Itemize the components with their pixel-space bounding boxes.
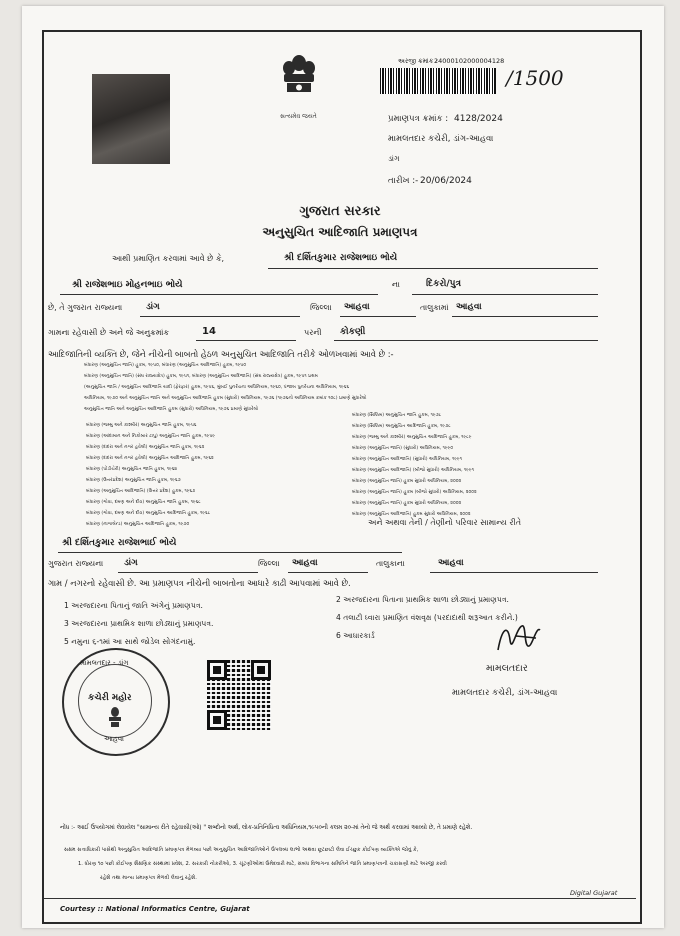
order-right: બંધારણ (જમ્મુ અને કાશ્મીર) અનુસુચિત આદિજાતિ હુકમ, ૧૯૮૯	[352, 435, 472, 440]
footer-para: રહેશે તથા માન્ય પ્રમાણપત્ર મેળવી લેવાનું રહેશે.	[100, 875, 197, 881]
document-item: 1 અરજદારના પિતાનું જાતિ અંગેનું પ્રમાણપત્ર.	[64, 601, 203, 610]
barcode	[380, 68, 496, 94]
national-emblem-icon	[274, 50, 324, 112]
certificate-border	[42, 30, 642, 924]
application-no-label: અરજી ક્રમાંક :	[398, 57, 438, 65]
document-item: 6 આધારકાર્ડ	[336, 631, 375, 640]
signature-mark	[492, 620, 548, 658]
signatory-office: મામલતદાર કચેરી, ડાંગ-આહવા	[452, 688, 558, 698]
date-label: તારીખ :-	[388, 176, 419, 186]
name-underline	[268, 268, 598, 269]
state-value: ડાંગ	[146, 302, 160, 312]
seal-bottom-text: આહવા	[104, 735, 124, 743]
applicant-photo	[92, 74, 170, 164]
order-line: અધિનિયમ, ૧૯૭૦ અને અનુસુચિત જાતિ અને અનુસુચિત આદિજાતિ હુકમ (સુધારો) અધિનિયમ, ૧૯૭૬ (૧૯૭૬નો અધિનિયમ ક્રમાંક ૧૦૮) પ્રમાણે સુધારેલો	[84, 396, 367, 401]
name2-underline	[58, 552, 402, 553]
state-underline	[140, 316, 300, 317]
document-item: 4 તલાટી ધ્વારા પ્રમાણિત વંશવૃક્ષ (પરદાદાથી શરૂઆત કરીને.)	[336, 613, 518, 622]
order-left: બંધારણ (દાદરા અને નગર હવેલી) અનુસુચિત જાતિ હુકમ, ૧૯૬૨	[86, 445, 205, 450]
order-right: બંધારણ (સિક્કિમ) અનુસુચિત જાતિ હુકમ, ૧૯૭૮	[352, 413, 442, 418]
family-line: અને અથવા તેની / તેણીનો પરિવાર સામાન્ય રીતે	[368, 518, 522, 527]
application-no: 24000102000004128	[434, 57, 505, 65]
issue-date: 20/06/2024	[420, 176, 472, 186]
order-right: બંધારણ (અનુસુચિત આદિજાતિ) હુકમ સુધારો અધિનિયમ, ૨૦૦૨	[352, 512, 471, 517]
government-title: ગુજરાત સરકાર	[299, 204, 381, 219]
order-left: બંધારણ (ગોવા, દમણ અને દીવ) અનુસુચિત જાતિ હુકમ, ૧૯૬૮	[86, 500, 201, 505]
district-label: જિલ્લા	[310, 303, 332, 312]
order-right: બંધારણ (અનુસુચિત આદિજાતિ) (બીજો સુધારો) અધિનિયમ, ૧૯૯૧	[352, 468, 474, 473]
order-left: બંધારણ (પોંડીચેરી) અનુસુચિત જાતિ હુકમ, ૧૯૬૪	[86, 467, 178, 472]
order-left: બંધારણ (આંદામાન અને નિકોબાર ટાપુ) અનુસુચિત જાતિ હુકમ, ૧૯૫૯	[86, 434, 216, 439]
recognition-line: આદિજાતિની વ્યક્તિ છે, જેને નીચેની બાબતો હેઠળ અનુસુચિત આદિજાતિ તરીકે ઓળખવામાં આવે છે :-	[48, 349, 394, 359]
footer-divider	[44, 898, 636, 899]
taluka-label: તાલુકામાં	[420, 303, 449, 312]
state-value-2: ડાંગ	[124, 558, 138, 568]
order-left: બંધારણ (દાદરા અને નગર હવેલી) અનુસુચિત આદિજાતિ હુકમ, ૧૯૬૨	[86, 456, 214, 461]
taluka-underline	[452, 316, 598, 317]
header-district: ડાંગ	[388, 154, 400, 163]
cert-no: 4128/2024	[454, 114, 503, 124]
tribe-value: કોકણી	[340, 327, 366, 337]
order-left: બંધારણ (ઉત્તરપ્રદેશ) અનુસુચિત જાતિ હુકમ, ૧૯૬૭	[86, 478, 181, 483]
order-right: બંધારણ (અનુસુચિત આદિજાતિ) (સુધારો) અધિનિયમ, ૧૯૯૧	[352, 457, 463, 462]
document-item: 2 અરજદારના પિતાના પ્રાથમિક શાળા છોડ્યાનું પ્રમાણપત્ર.	[336, 595, 509, 604]
taluka-value: આહવા	[456, 302, 482, 312]
relation-underline	[412, 294, 598, 295]
document-item: 3 અરજદારના પ્રાથમિક શાળા છોડ્યાનું પ્રમાણપત્ર.	[64, 619, 214, 628]
cert-intro: આથી પ્રમાણિત કરવામાં આવે છે કે,	[112, 254, 225, 263]
official-seal	[62, 648, 170, 756]
seal-middle-text: કચેરી મહોર	[88, 693, 132, 703]
applicant-name: શ્રી દર્શિતકુમાર રાજેશભાઇ ભોયે	[284, 253, 398, 263]
order-left: બંધારણ (અનુસુચિત આદિજાતિ) (ઉત્તર પ્રદેશ) હુકમ, ૧૯૬૭	[86, 489, 196, 494]
district-underline	[340, 316, 416, 317]
signatory-designation: મામલતદાર	[486, 663, 528, 674]
footer-para: 1. ધોરણ ૧૦ પછી કોઈપણ શૈક્ષણિક સંસ્થામાં પ્રવેશ, 2. સરકારી નોકરીઓ, 3. ચૂંટણીઓમાં ઉમેદવારી માટે, સંબંધ વિભાગના સમિતિને જાતિ પ્રમાણપત્રની ચકાસણી માટે અરજી કરવી	[78, 861, 447, 867]
taluka2-underline	[430, 572, 598, 573]
state2-underline	[118, 572, 258, 573]
order-left: બંધારણ (નાગાલેન્ડ) અનુસુચિત આદિજાતિ હુકમ, ૧૯૭૦	[86, 522, 190, 527]
state-label-2: ગુજરાત રાજ્યના	[48, 559, 104, 568]
order-left: બંધારણ (જમ્મુ અને કાશ્મીર) અનુસુચિત જાતિ હુકમ, ૧૯૫૬	[86, 423, 197, 428]
relation: દિકરો/પુત્ર	[426, 279, 461, 289]
order-line: અનુસુચિત જાતિ અને અનુસુચિત આદિજાતિ હુકમ (સુધારો) અધિનિયમ, ૧૯૭૬ પ્રમાણે સુધારેલો	[84, 407, 259, 412]
digital-gujarat-text: Digital Gujarat	[570, 889, 618, 897]
issuing-office: મામલતદાર કચેરી, ડાંગ-આહવા	[388, 134, 494, 144]
emblem-motto: સત્યમેવ જયતે	[280, 113, 317, 120]
district2-underline	[288, 572, 368, 573]
cert-no-label: પ્રમાણપત્ર ક્રમાંક :	[388, 114, 449, 124]
footer-para: સક્ષમ સત્તાધિકારી પાસેથી અનુસુચિત આદિજાતિ પ્રમાણપત્ર મેળવ્યા પછી અનુસુચિત આદિજાતિઓને ઉપલબ્ધ લાભો અથવા છૂટછાટો લેવા ઈચ્છુક કોઈપણ વ્યક્તિએ જોવું કે,	[64, 847, 419, 853]
na-label: ના	[392, 280, 400, 289]
order-right: બંધારણ (અનુસુચિત જાતિ) (સુધારો) અધિનિયમ, ૧૯૯૦	[352, 446, 454, 451]
order-line: બંધારણ (અનુસુચિત જાતિ) હુકમ, ૧૯૫૦, બંધારણ (અનુસુચિત આદિજાતિ) હુકમ, ૧૯૫૦	[84, 363, 247, 368]
serial-label: ગામના રહેવાસી છે અને જે અનુક્રમાંક	[48, 328, 170, 337]
footer-note: નોંધ :- આઈ ઉપયોગમાં લેવાયેલ "સામાન્ય રીતે રહેવાસી(ઓ) " શબ્દોનો અર્થ, લોક-પ્રતિનિધિત્વ અધિનિયમ,૧૯૫૦ની કલમ ૨૦-માં તેનો જે અર્થ કરવામાં આવ્યો છે, તે પ્રમાણે રહેશે.	[60, 825, 473, 831]
tribe-underline	[334, 340, 598, 341]
tribe-label: પરની	[304, 328, 322, 337]
order-right: બંધારણ (સિક્કિમ) અનુસુચિત આદિજાતિ હુકમ, ૧૯૭૮	[352, 424, 451, 429]
certificate-title: અનુસુચિત આદિજાતિ પ્રમાણપત્ર	[262, 225, 418, 239]
order-right: બંધારણ (અનુસુચિત જાતિ) હુકમ સુધારો અધિનિયમ, ૨૦૦૨	[352, 479, 462, 484]
district-value-2: આહવા	[292, 558, 318, 568]
order-right: બંધારણ (અનુસુચિત જાતિ) હુકમ (બીજો સુધારો) અધિનિયમ, ૨૦૦૨	[352, 490, 477, 495]
qr-code	[207, 660, 271, 730]
father-name: શ્રી રાજેશભાઇ મોહનભાઇ ભોયે	[72, 280, 183, 290]
taluka-value-2: આહવા	[438, 558, 464, 568]
applicant-name-repeat: શ્રી દર્શિતકુમાર રાજેશભાઈ ભોયે	[62, 538, 177, 548]
father-underline	[60, 294, 378, 295]
state-label: છે, તે ગુજરાત રાજ્યના	[48, 303, 123, 312]
order-right: બંધારણ (અનુસુચિત જાતિ) હુકમ સુધારો અધિનિયમ, ૨૦૦૨	[352, 501, 462, 506]
district-label-2: જિલ્લા	[258, 559, 280, 568]
handwritten-number: /1500	[506, 66, 564, 90]
order-left: બંધારણ (ગોવા, દમણ અને દીવ) અનુસુચિત આદિજાતિ હુકમ, ૧૯૬૮	[86, 511, 211, 516]
seal-emblem-icon	[106, 706, 124, 728]
courtesy-text: Courtesy :: National Informatics Centre, Gujarat	[60, 905, 250, 913]
basis-line: ગામ / નગરનો રહેવાસી છે. આ પ્રમાણપત્ર નીચેની બાબતોના આધારે કાઢી આપવામાં આવે છે.	[48, 578, 351, 588]
taluka-label-2: તાલુકાના	[376, 559, 405, 568]
order-line: બંધારણ (અનુસુચિત જાતિ) (સંઘ રાજ્યક્ષેત્ર) હુકમ, ૧૯૫૧, બંધારણ (અનુસુચિત આદિજાતિ) (સંઘ રાજ્યક્ષેત્ર) હુકમ, ૧૯૫૧ પ્રથમ	[84, 374, 318, 379]
order-line: (અનુસુચિત જાતિ / અનુસુચિત આદિજાતિ યાદી (ફેરફાર) હુકમ, ૧૯૫૬, મુંબઈ પુનર્રચના અધિનિયમ, ૧૯૬૦, પંજાબ પુનર્રચના અધિનિયમ, ૧૯૬૬	[84, 385, 350, 390]
serial-value: 14	[202, 326, 216, 337]
document-item: 5 નમુના ૬-૧માં આ સાથે જોડેલ સોગંદનામું.	[64, 637, 196, 646]
serial-underline	[196, 340, 296, 341]
district-value: આહવા	[344, 302, 370, 312]
seal-top-text: મામલતદાર - ડાંગ	[80, 659, 129, 667]
